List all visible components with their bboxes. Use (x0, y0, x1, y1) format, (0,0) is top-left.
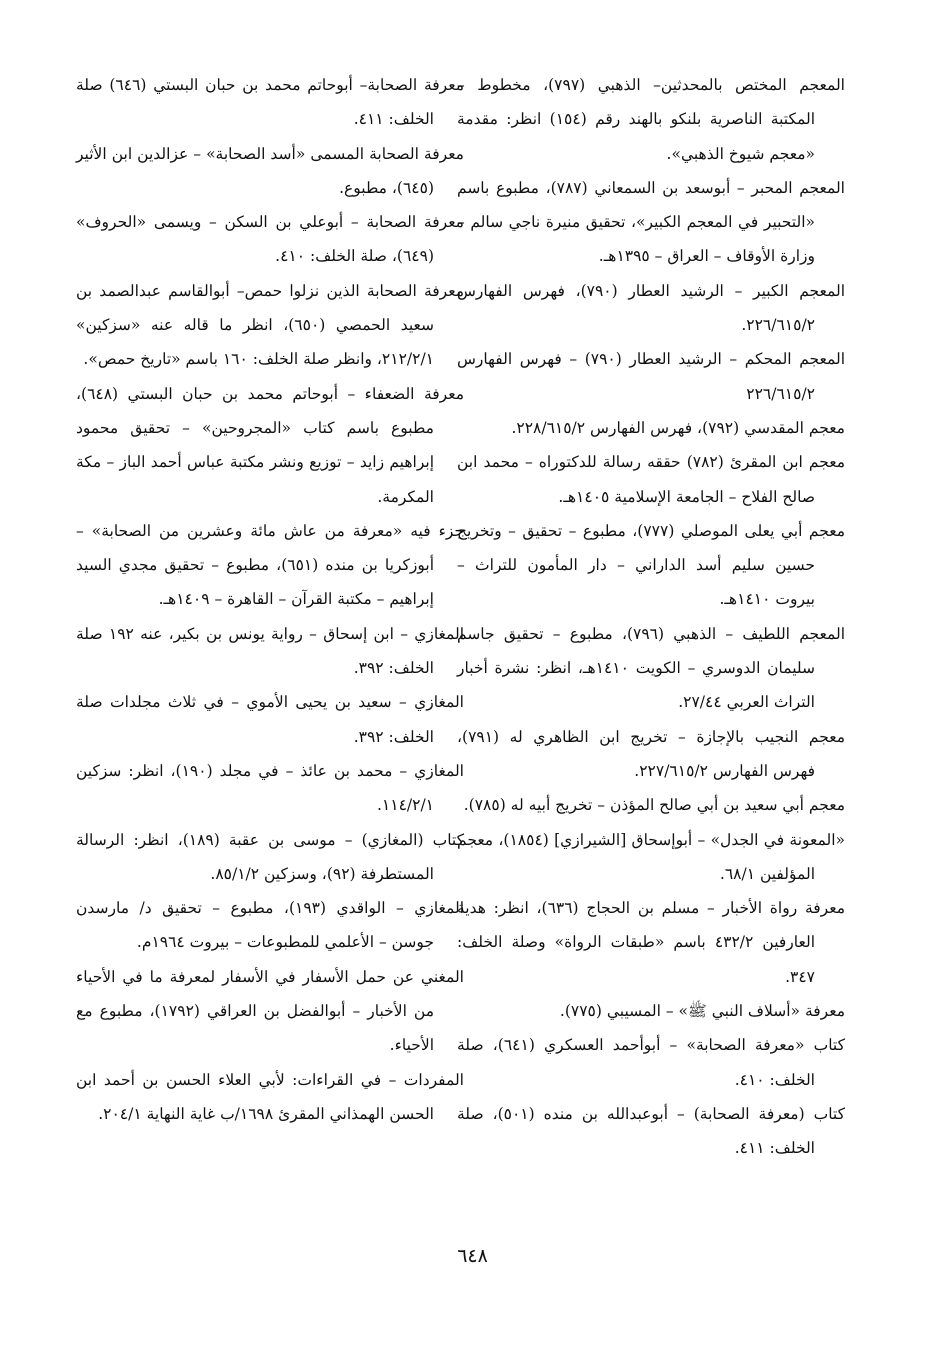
index-entry: المعجم الكبير – الرشيد العطار (٧٩٠)، فهرس الفهارس ٢٢٦/٦١٥/٢. (457, 281, 845, 335)
index-entry: المعجم المختص بالمحدثين– الذهبي (٧٩٧)، مخطوط – المكتبة الناصرية بلنكو بالهند رقم (١٥٤) انظر: مقدمة «معجم شيوخ الذهبي». (457, 76, 845, 163)
index-entry: معرفة الضعفاء – أبوحاتم محمد بن حبان البستي (٦٤٨)، مطبوع باسم كتاب «المجروحين» – تحقيق محمود إبراهيم زايد – توزيع ونشر مكتبة عباس أحمد الباز – مكة المكرمة. (76, 384, 464, 506)
index-entry: كتاب (المغازي) – موسى بن عقبة (١٨٩)، انظر: الرسالة المستطرفة (٩٢)، وسزكين ٨٥/١/٢. (76, 830, 464, 883)
index-entry: معرفة الصحابة – أبوعلي بن السكن – ويسمى «الحروف» (٦٤٩)، صلة الخلف: ٤١٠. (76, 213, 464, 266)
index-entry: المغني عن حمل الأسفار في الأسفار لمعرفة ما في الأحياء من الأخبار – أبوالفضل بن العراقي (١٧٩٢)، مطبوع مع الأحياء. (76, 967, 464, 1055)
index-entry: المعجم اللطيف – الذهبي (٧٩٦)، مطبوع – تحقيق جاسم سليمان الدوسري – الكويت ١٤١٠هـ، انظر: نشرة أخبار التراث العربي ٢٧/٤٤. (457, 624, 845, 712)
index-entry: المغازي – الواقدي (١٩٣)، مطبوع – تحقيق د/ مارسدن جوسن – الأعلمي للمطبوعات – بيروت ١٩٦٤م. (76, 899, 465, 952)
index-entry: المغازي – سعيد بن يحيى الأموي – في ثلاث مجلدات صلة الخلف: ٣٩٢. (76, 693, 464, 746)
index-entry: معجم أبي يعلى الموصلي (٧٧٧)، مطبوع – تحقيق – وتخريج حسين سليم أسد الداراني – دار المأمون للتراث – بيروت ١٤١٠هـ. (457, 521, 846, 609)
index-entry: المفردات – في القراءات: لأبي العلاء الحسن بن أحمد ابن الحسن الهمذاني المقرئ ١٦٩٨/ب غاية النهاية ٢٠٤/١. (76, 1070, 464, 1123)
index-entry: معجم النجيب بالإجازة – تخريج ابن الظاهري له (٧٩١)، فهرس الفهارس ٢٢٧/٦١٥/٢. (457, 727, 845, 780)
index-entry: معرفة الصحابة– أبوحاتم محمد بن حبان البستي (٦٤٦) صلة الخلف: ٤١١. (76, 76, 465, 129)
index-entry: المغازي – ابن إسحاق – رواية يونس بن بكير، عنه ١٩٢ صلة الخلف: ٣٩٢. (76, 624, 465, 678)
index-entry: معجم ابن المقرئ (٧٨٢) حققه رسالة للدكتوراه – محمد ابن صالح الفلاح – الجامعة الإسلامية ١٤٠٥هـ. (457, 453, 845, 506)
index-entry: معرفة الصحابة المسمى «أسد الصحابة» – عزالدين ابن الأثير (٦٤٥)، مطبوع. (76, 144, 464, 197)
index-entry: معجم أبي سعيد بن أبي صالح المؤذن – تخريج أبيه له (٧٨٥). (463, 796, 845, 815)
index-entry: كتاب «معرفة الصحابة» – أبوأحمد العسكري (٦٤١)، صلة الخلف: ٤١٠. (457, 1036, 845, 1089)
left-column (76, 68, 464, 1131)
index-entry: المعجم المحكم – الرشيد العطار (٧٩٠) – فهرس الفهارس ٢٢٦/٦١٥/٢ (457, 350, 846, 403)
index-entry: المغازي – محمد بن عائذ – في مجلد (١٩٠)، انظر: سزكين ١١٤/٢/١. (76, 761, 464, 815)
index-entry: معرفة رواة الأخبار – مسلم بن الحجاج (٦٣٦)، انظر: هدية العارفين ٤٣٢/٢ باسم «طبقات الرواة» وصلة الخلف: ٣٤٧. (457, 899, 845, 986)
index-entry: معرفة الصحابة الذين نزلوا حمص– أبوالقاسم عبدالصمد بن سعيد الحمصي (٦٥٠)، انظر ما قاله عنه «سزكين» ٢١٢/٢/١، وانظر صلة الخلف: ١٦٠ باسم «تاريخ حمص». (76, 281, 464, 369)
index-entry: معرفة «أسلاف النبي ﷺ» – المسيبي (٧٧٥). (559, 1002, 845, 1021)
index-entry: «المعونة في الجدل» – أبوإسحاق [الشيرازي] (١٨٥٤)، معجم المؤلفين ٦٨/١. (457, 830, 846, 883)
index-entry: كتاب (معرفة الصحابة) – أبوعبدالله بن منده (٥٠١)، صلة الخلف: ٤١١. (457, 1104, 845, 1158)
index-entry: معجم المقدسي (٧٩٢)، فهرس الفهارس ٢٢٨/٦١٥/٢. (511, 418, 845, 437)
right-column (457, 68, 845, 1166)
index-entry: جزء فيه «معرفة من عاش مائة وعشرين من الصحابة» – أبوزكريا بن منده (٦٥١)، مطبوع – تحقيق مجدي السيد إبراهيم – مكتبة القرآن – القاهرة – ١٤٠٩هـ. (76, 521, 464, 609)
page-number: ٦٤٨ (457, 1245, 488, 1267)
index-entry: المعجم المحبر – أبوسعد بن السمعاني (٧٨٧)، مطبوع باسم «التحبير في المعجم الكبير»، تحقيق منيرة ناجي سالم – وزارة الأوقاف – العراق – ١٣٩٥هـ. (457, 178, 845, 266)
